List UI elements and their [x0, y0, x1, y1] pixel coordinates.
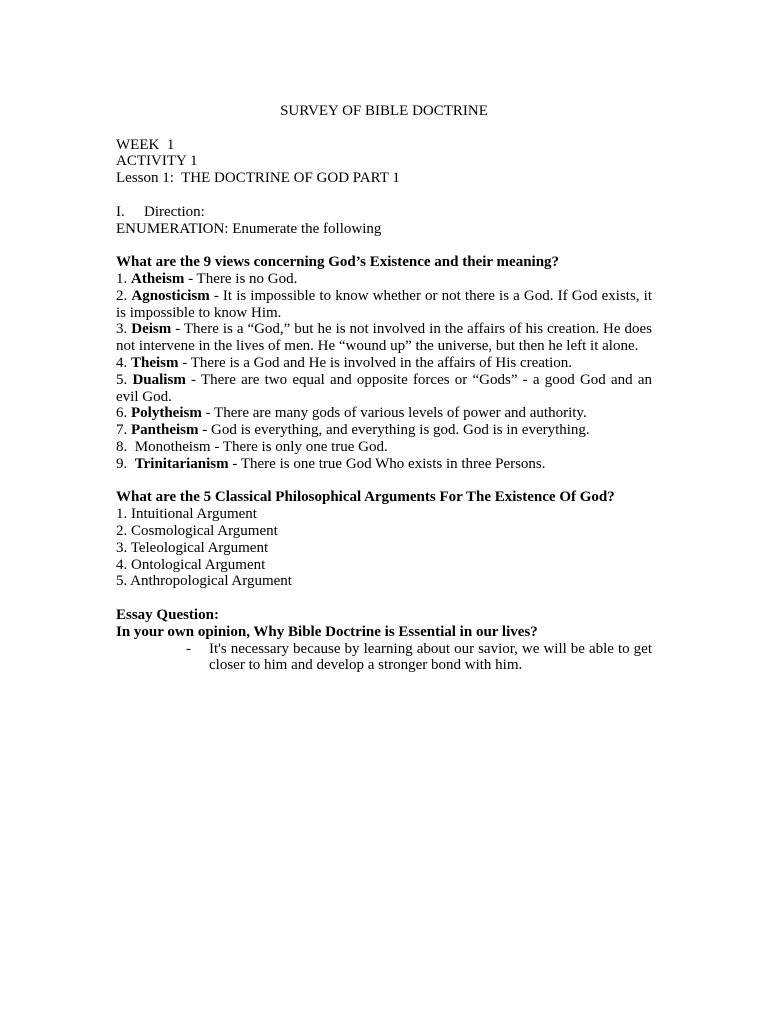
question-1-text: What are the 9 views concerning God’s Existence and their meaning?	[116, 254, 560, 271]
view-number: 9.	[116, 455, 135, 472]
view-number: 7.	[116, 422, 131, 439]
view-item	[116, 321, 652, 355]
question-1	[116, 254, 652, 271]
view-definition: - There is a God and He is involved in the affairs of His creation.	[178, 354, 573, 371]
view-term: Polytheism	[131, 405, 202, 422]
view-number: 1.	[116, 270, 131, 287]
question-2-text: What are the 5 Classical Philosophical Arguments For The Existence Of God?	[116, 489, 615, 506]
view-definition: - There is no God.	[184, 270, 298, 287]
arguments-list	[116, 506, 652, 590]
view-item	[116, 355, 652, 372]
bullet-dash: -	[186, 640, 191, 657]
document-title: SURVEY OF BIBLE DOCTRINE	[280, 103, 488, 119]
direction-label: Direction:	[144, 203, 205, 220]
view-number: 5.	[116, 371, 133, 388]
essay-question: In your own opinion, Why Bible Doctrine is Essential in our lives?	[116, 623, 538, 640]
view-term: Atheism	[131, 270, 185, 287]
essay-answer-text: It's necessary because by learning about our savior, we will be able to get closer to him and develop a stronger bond with him.	[209, 640, 652, 674]
direction-number: I.	[116, 203, 125, 220]
view-item	[116, 439, 652, 456]
document-page	[116, 103, 652, 674]
view-number: 2.	[116, 287, 132, 304]
view-term: Deism	[131, 321, 172, 338]
view-definition: - God is everything, and everything is god. God is in everything.	[198, 422, 590, 439]
argument-item: 4. Ontological Argument	[116, 556, 266, 573]
view-definition: - There is a “God,” but he is not involved in the affairs of his creation. He does not intervene in the lives of men. He “wound up” the universe, but then he left it alone.	[116, 321, 653, 355]
view-term: Theism	[131, 354, 179, 371]
view-number: 3.	[116, 321, 132, 338]
view-item	[116, 372, 652, 406]
argument-item: 2. Cosmological Argument	[116, 522, 278, 539]
question-2	[116, 489, 652, 506]
view-item	[116, 405, 652, 422]
view-term: Pantheism	[131, 422, 199, 439]
enumeration-instruction: ENUMERATION: Enumerate the following	[116, 220, 382, 237]
argument-item: 3. Teleological Argument	[116, 539, 269, 556]
view-definition: Monotheism - There is only one true God.	[134, 438, 388, 455]
essay-heading: Essay Question:	[116, 606, 219, 623]
lesson-title: Lesson 1: THE DOCTRINE OF GOD PART 1	[116, 170, 400, 187]
activity-label: ACTIVITY 1	[116, 153, 198, 170]
views-list	[116, 271, 652, 473]
view-definition: - It is impossible to know whether or not there is a God. If God exists, it is impossible to know Him.	[116, 287, 652, 321]
view-definition: - There are two equal and opposite forces or “Gods” - a good God and an evil God.	[116, 371, 653, 405]
week-label: WEEK 1	[116, 136, 175, 153]
argument-item: 5. Anthropological Argument	[116, 573, 292, 590]
view-term: Dualism	[132, 371, 186, 388]
view-term: Agnosticism	[131, 287, 210, 304]
view-item	[116, 456, 652, 473]
view-number: 4.	[116, 354, 131, 371]
view-definition: - There are many gods of various levels of power and authority.	[201, 405, 587, 422]
view-term: Trinitarianism	[134, 455, 229, 472]
argument-item: 1. Intuitional Argument	[116, 506, 257, 523]
view-item	[116, 288, 652, 322]
view-number: 6.	[116, 405, 131, 422]
direction-line	[116, 204, 652, 221]
view-item	[116, 422, 652, 439]
view-item	[116, 271, 652, 288]
view-definition: - There is one true God Who exists in three Persons.	[228, 455, 546, 472]
essay-answer	[116, 641, 652, 675]
view-number: 8.	[116, 438, 135, 455]
